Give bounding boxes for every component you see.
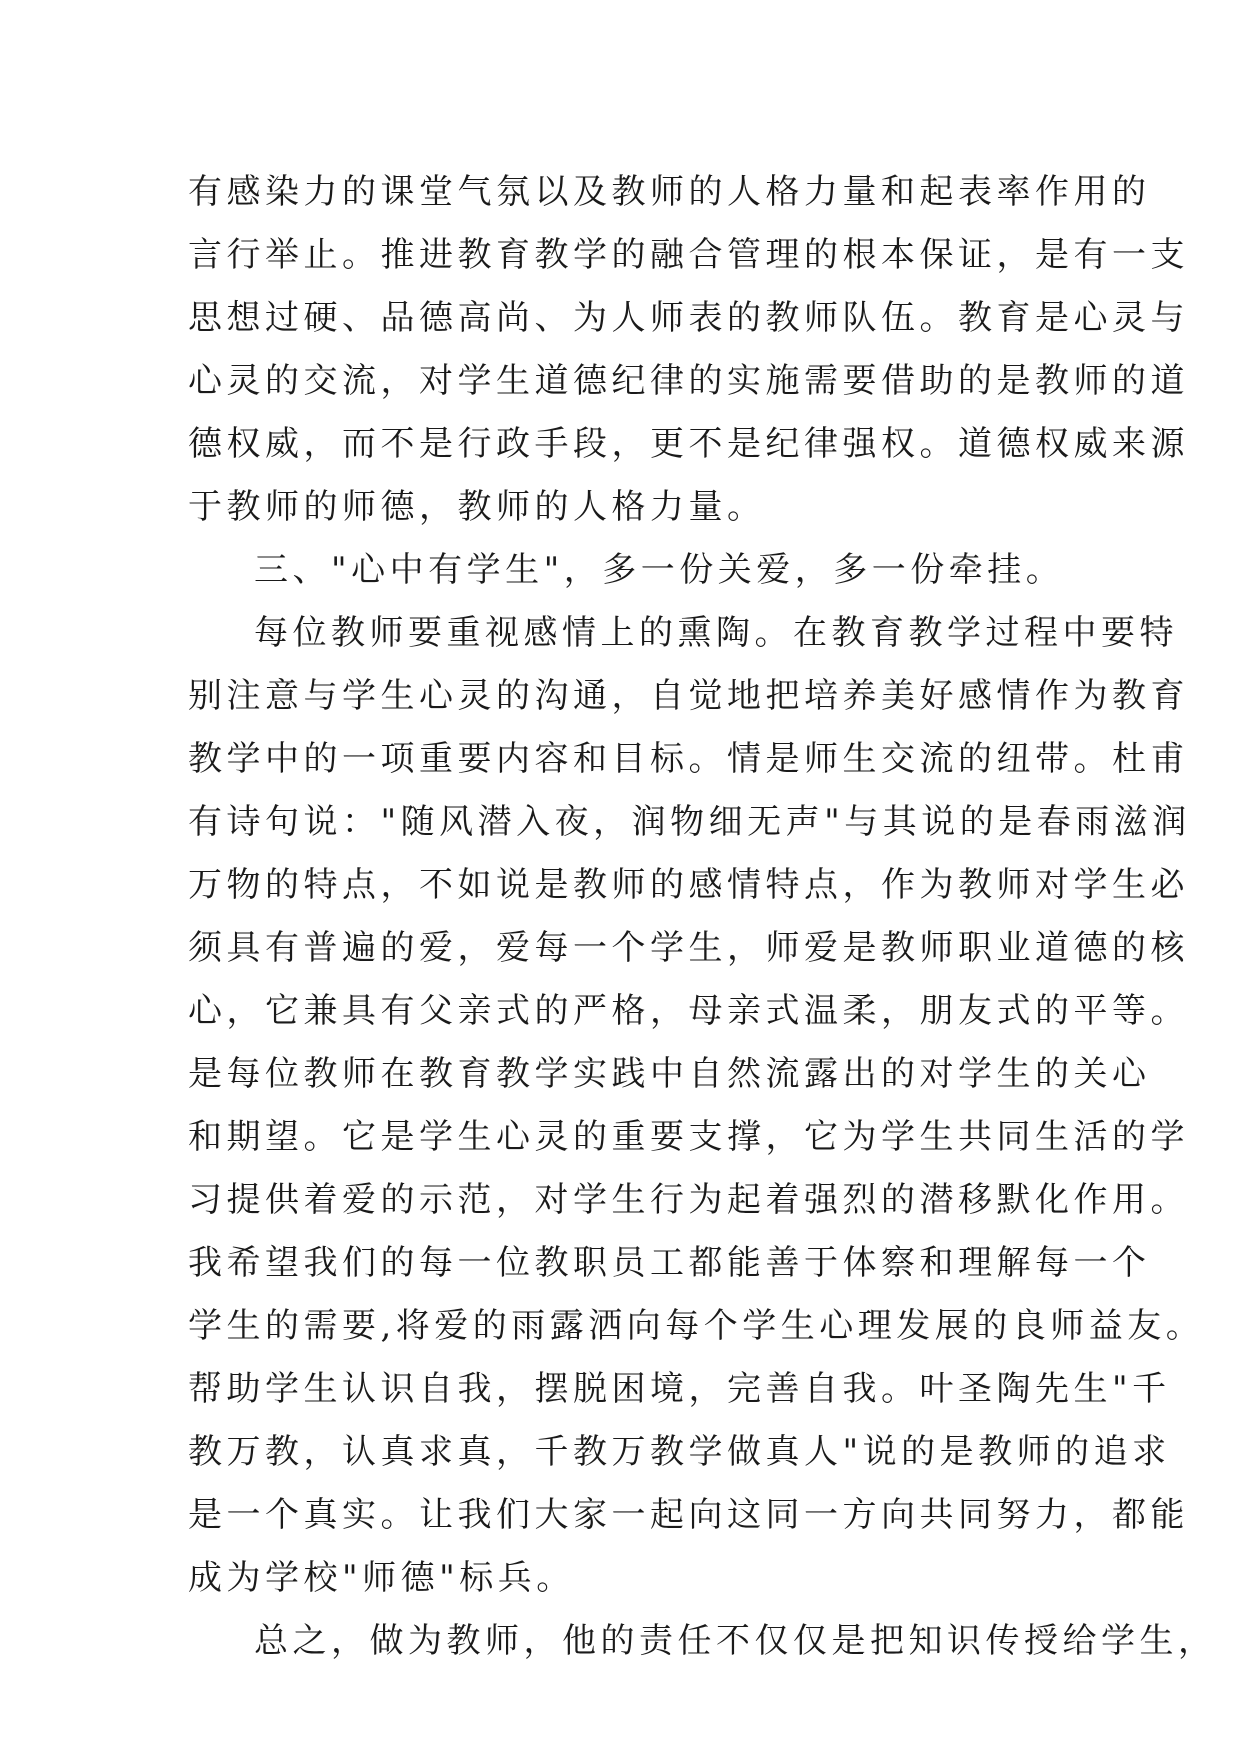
- text-line: 和期望。它是学生心灵的重要支撑，它为学生共同生活的学: [188, 1117, 1189, 1157]
- text-line: 教学中的一项重要内容和目标。情是师生交流的纽带。杜甫: [188, 739, 1189, 779]
- text-line: 于教师的师德，教师的人格力量。: [188, 487, 766, 527]
- text-line: 心，它兼具有父亲式的严格，母亲式温柔，朋友式的平等。: [188, 991, 1189, 1031]
- text-line: 习提供着爱的示范，对学生行为起着强烈的潜移默化作用。: [188, 1180, 1189, 1220]
- text-line: 万物的特点，不如说是教师的感情特点，作为教师对学生必: [188, 865, 1189, 905]
- text-line: 德权威，而不是行政手段，更不是纪律强权。道德权威来源: [188, 424, 1189, 464]
- text-line: 思想过硬、品德高尚、为人师表的教师队伍。教育是心灵与: [188, 298, 1189, 338]
- paragraph-start-line: 每位教师要重视感情上的熏陶。在教育教学过程中要特: [254, 613, 1178, 653]
- text-line: 是一个真实。让我们大家一起向这同一方向共同努力，都能: [188, 1495, 1189, 1535]
- text-line: 是每位教师在教育教学实践中自然流露出的对学生的关心: [188, 1054, 1151, 1094]
- text-line: 须具有普遍的爱，爱每一个学生，师爱是教师职业道德的核: [188, 928, 1189, 968]
- text-line: 心灵的交流，对学生道德纪律的实施需要借助的是教师的道: [188, 361, 1189, 401]
- text-line: 别注意与学生心灵的沟通，自觉地把培养美好感情作为教育: [188, 676, 1189, 716]
- text-line: 成为学校"师德"标兵。: [188, 1558, 575, 1598]
- text-line: 有诗句说："随风潜入夜，润物细无声"与其说的是春雨滋润: [188, 802, 1191, 842]
- paragraph-start-line: 总之，做为教师，他的责任不仅仅是把知识传授给学生，: [254, 1621, 1217, 1661]
- body-text: [188, 161, 1217, 1673]
- section-heading: 三、"心中有学生"，多一份关爱，多一份牵挂。: [254, 550, 1065, 590]
- text-line: 帮助学生认识自我，摆脱困境，完善自我。叶圣陶先生"千: [188, 1369, 1171, 1409]
- text-line: 言行举止。推进教育教学的融合管理的根本保证，是有一支: [188, 235, 1189, 275]
- text-line: 有感染力的课堂气氛以及教师的人格力量和起表率作用的: [188, 172, 1151, 212]
- text-line: 教万教，认真求真，千教万教学做真人"说的是教师的追求: [188, 1432, 1171, 1472]
- text-line: 学生的需要,将爱的雨露洒向每个学生心理发展的良师益友。: [188, 1306, 1205, 1346]
- text-line: 我希望我们的每一位教职员工都能善于体察和理解每一个: [188, 1243, 1151, 1283]
